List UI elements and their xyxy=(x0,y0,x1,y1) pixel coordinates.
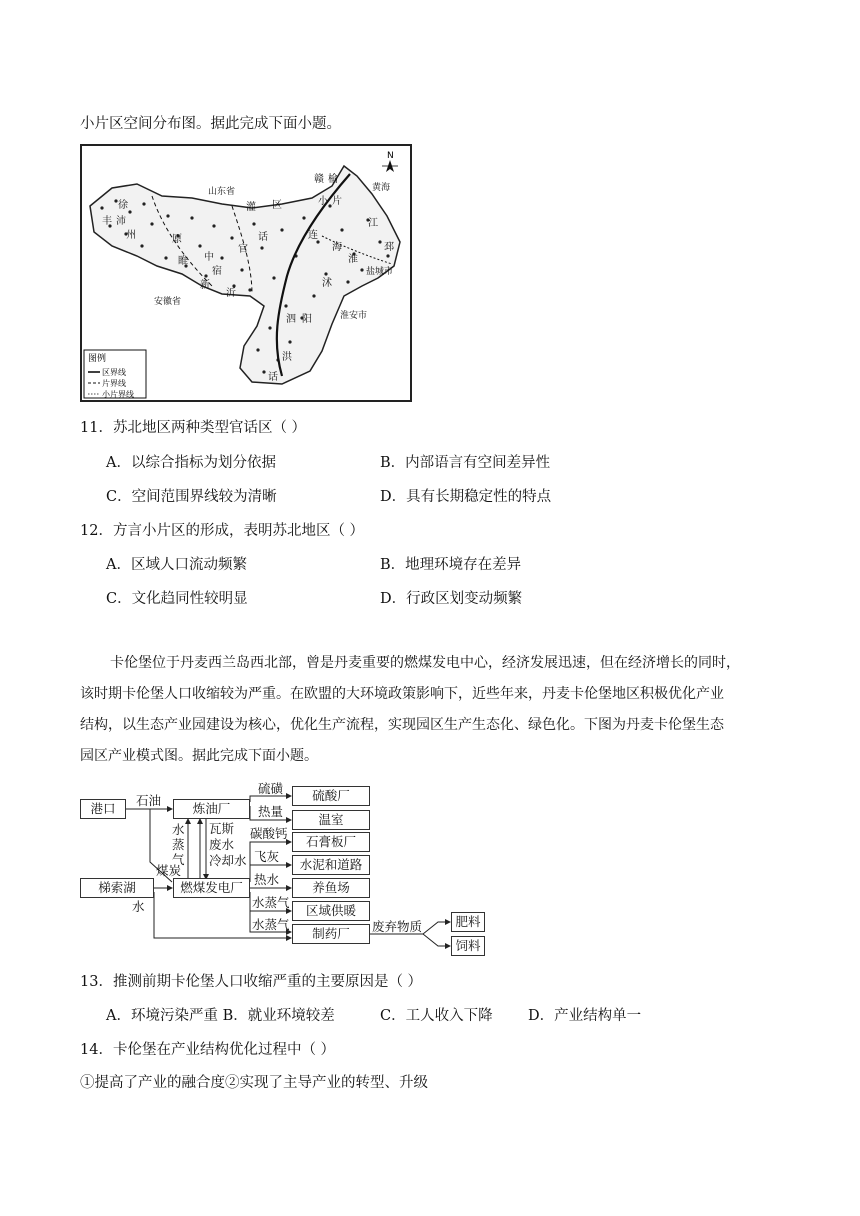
svg-text:泗: 泗 xyxy=(286,314,296,325)
passage xyxy=(80,648,780,772)
q14-statements: ①提高了产业的融合度②实现了主导产业的转型、升级 xyxy=(80,1075,428,1091)
svg-text:官: 官 xyxy=(238,244,248,255)
svg-text:丰: 丰 xyxy=(102,216,112,227)
label-anhui: 安徽省 xyxy=(154,297,182,307)
svg-text:睢: 睢 xyxy=(178,256,188,267)
svg-text:宿: 宿 xyxy=(212,266,222,277)
label-water: 水 xyxy=(132,899,145,914)
q13-option-d: D．产业结构单一 xyxy=(528,1008,642,1024)
map-legend xyxy=(84,350,146,399)
map-svg xyxy=(82,146,410,400)
svg-text:图例: 图例 xyxy=(88,354,107,364)
box-port: 港口 xyxy=(80,799,126,819)
industry-flow-diagram xyxy=(78,782,498,960)
svg-text:新: 新 xyxy=(200,280,210,291)
flow-arrows xyxy=(78,782,498,960)
q13-option-ab: A．环境污染严重 B．就业环境较差 xyxy=(106,1008,335,1024)
svg-text:N: N xyxy=(387,151,394,161)
svg-text:江: 江 xyxy=(368,218,378,229)
svg-text:原: 原 xyxy=(172,234,182,245)
label-waste: 废弃物质 xyxy=(372,919,423,934)
box-fertilizer: 肥料 xyxy=(451,912,485,932)
language-region-map xyxy=(80,144,412,402)
svg-text:话: 话 xyxy=(268,372,278,383)
label-hot-water: 热水 xyxy=(254,872,280,887)
q11-option-d: D．具有长期稳定性的特点 xyxy=(380,489,552,505)
box-gypsum-plant: 石膏板厂 xyxy=(292,832,370,852)
svg-text:邳: 邳 xyxy=(384,242,394,253)
q13-stem: 13．推测前期卡伦堡人口收缩严重的主要原因是（ ） xyxy=(80,974,423,990)
q13-option-c: C．工人收入下降 xyxy=(380,1008,493,1024)
svg-text:区: 区 xyxy=(272,200,282,211)
svg-text:小片界线: 小片界线 xyxy=(102,390,134,399)
q12-option-a: A．区域人口流动频繁 xyxy=(106,557,247,573)
svg-text:区界线: 区界线 xyxy=(102,368,126,377)
label-fly-ash: 飞灰 xyxy=(254,849,280,864)
label-sulfur: 硫磺 xyxy=(258,781,284,796)
q12-option-c: C．文化趋同性较明显 xyxy=(106,591,248,607)
passage-line-4: 园区产业模式图。据此完成下面小题。 xyxy=(80,748,318,764)
label-calcium-sulfate: 碳酸钙 xyxy=(250,826,288,841)
passage-line-3: 结构，以生态产业园建设为核心，优化生产流程，实现园区生产生态化、绿色化。下图为丹麦卡伦堡生态 xyxy=(80,717,724,733)
label-steam-vertical: 水蒸气 xyxy=(172,822,185,867)
svg-text:赣: 赣 xyxy=(314,174,324,185)
label-huaian: 淮安市 xyxy=(340,311,368,321)
svg-text:沂: 沂 xyxy=(226,288,236,299)
label-gas: 瓦斯 xyxy=(209,821,235,836)
label-steam-1: 水蒸气 xyxy=(252,895,290,910)
box-refinery: 炼油厂 xyxy=(173,799,250,819)
svg-text:徐: 徐 xyxy=(118,200,128,211)
svg-text:榆: 榆 xyxy=(328,174,338,185)
box-power-plant: 燃煤发电厂 xyxy=(173,878,250,898)
box-lake: 梯索湖 xyxy=(80,878,154,898)
label-wastewater: 废水 xyxy=(209,837,235,852)
q11-option-a: A．以综合指标为划分依据 xyxy=(106,455,276,471)
label-heat: 热量 xyxy=(258,804,284,819)
q14-stem: 14．卡伦堡在产业结构优化过程中（ ） xyxy=(80,1042,336,1058)
q12-option-b: B．地理环境存在差异 xyxy=(380,557,522,573)
box-district-heating: 区域供暖 xyxy=(292,901,370,921)
box-pharma-plant: 制药厂 xyxy=(292,924,370,944)
label-coal: 煤炭 xyxy=(156,863,182,878)
box-greenhouse: 温室 xyxy=(292,810,370,830)
label-steam-2: 水蒸气 xyxy=(252,917,290,932)
svg-text:中: 中 xyxy=(204,252,214,263)
svg-text:小: 小 xyxy=(318,196,328,207)
q11-option-b: B．内部语言有空间差异性 xyxy=(380,455,551,471)
passage-line-2: 该时期卡伦堡人口收缩较为严重。在欧盟的大环境政策影响下，近些年来，丹麦卡伦堡地区积极优化产业 xyxy=(80,686,724,702)
svg-text:海: 海 xyxy=(332,242,342,253)
q12-stem: 12．方言小片区的形成，表明苏北地区（ ） xyxy=(80,523,365,539)
intro-tail: 小片区空间分布图。据此完成下面小题。 xyxy=(80,116,341,132)
label-sea: 黄海 xyxy=(372,183,391,193)
svg-text:沭: 沭 xyxy=(322,278,332,289)
box-cement-roads: 水泥和道路 xyxy=(292,855,370,875)
q11-option-c: C．空间范围界线较为清晰 xyxy=(106,489,277,505)
label-oil: 石油 xyxy=(136,793,162,808)
svg-text:片: 片 xyxy=(332,196,342,207)
label-yancheng: 盐城市 xyxy=(366,267,394,277)
passage-line-1: 卡伦堡位于丹麦西兰岛西北部，曾是丹麦重要的燃煤发电中心，经济发展迅速，但在经济增长的同时， xyxy=(110,655,740,671)
q11-stem: 11．苏北地区两种类型官话区（ ） xyxy=(80,420,307,436)
svg-text:话: 话 xyxy=(258,232,268,243)
svg-text:沛: 沛 xyxy=(116,216,126,227)
label-cooling-water: 冷却水 xyxy=(209,853,247,868)
box-fish-farm: 养鱼场 xyxy=(292,878,370,898)
q12-option-d: D．行政区划变动频繁 xyxy=(380,591,523,607)
svg-text:灌: 灌 xyxy=(246,202,256,213)
box-sulfuric-plant: 硫酸厂 xyxy=(292,786,370,806)
svg-text:洪: 洪 xyxy=(282,352,292,363)
svg-text:片界线: 片界线 xyxy=(102,379,126,388)
box-feed: 饲料 xyxy=(451,936,485,956)
svg-text:阳: 阳 xyxy=(302,314,312,325)
svg-text:州: 州 xyxy=(126,230,136,241)
svg-text:淮: 淮 xyxy=(348,254,358,265)
svg-text:连: 连 xyxy=(308,230,318,241)
north-arrow-icon xyxy=(382,151,398,172)
label-shandong: 山东省 xyxy=(208,187,236,197)
